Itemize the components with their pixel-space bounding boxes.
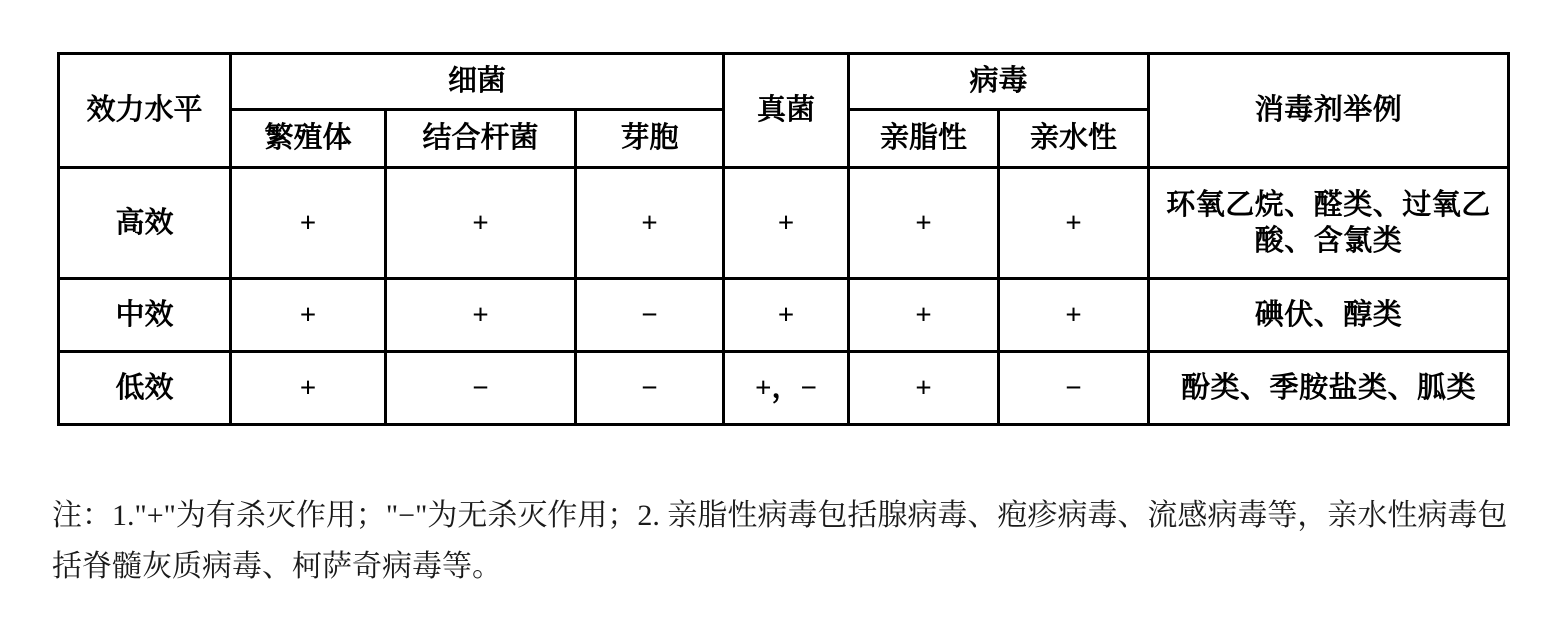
cell-bacteria-mycobacteria: − <box>386 352 576 425</box>
cell-examples: 碘伏、醇类 <box>1149 279 1509 352</box>
cell-virus-lipophilic: + <box>849 279 999 352</box>
cell-fungi: + <box>724 168 849 279</box>
header-virus-hydrophilic: 亲水性 <box>999 110 1149 168</box>
header-efficacy-level: 效力水平 <box>59 54 231 168</box>
header-examples: 消毒剂举例 <box>1149 54 1509 168</box>
cell-level: 高效 <box>59 168 231 279</box>
cell-virus-hydrophilic: − <box>999 352 1149 425</box>
table-row <box>59 168 1509 279</box>
cell-examples: 酚类、季胺盐类、胍类 <box>1149 352 1509 425</box>
cell-bacteria-vegetative: + <box>231 352 386 425</box>
cell-level: 中效 <box>59 279 231 352</box>
cell-bacteria-spores: − <box>576 352 724 425</box>
table-body <box>59 168 1509 425</box>
cell-bacteria-mycobacteria: + <box>386 279 576 352</box>
header-group-fungi: 真菌 <box>724 54 849 168</box>
cell-bacteria-spores: + <box>576 168 724 279</box>
disinfectant-efficacy-table <box>57 52 1510 426</box>
cell-virus-hydrophilic: + <box>999 168 1149 279</box>
cell-virus-lipophilic: + <box>849 168 999 279</box>
cell-bacteria-mycobacteria: + <box>386 168 576 279</box>
header-group-virus: 病毒 <box>849 54 1149 110</box>
cell-fungi: +，− <box>724 352 849 425</box>
efficacy-table-wrapper <box>57 52 1507 426</box>
cell-bacteria-vegetative: + <box>231 168 386 279</box>
header-bacteria-mycobacteria: 结合杆菌 <box>386 110 576 168</box>
cell-level: 低效 <box>59 352 231 425</box>
table-header-row-groups <box>59 54 1509 110</box>
table-row <box>59 279 1509 352</box>
table-header <box>59 54 1509 168</box>
cell-virus-lipophilic: + <box>849 352 999 425</box>
header-bacteria-spores: 芽胞 <box>576 110 724 168</box>
table-footnote: 注：1."+"为有杀灭作用；"−"为无杀灭作用；2. 亲脂性病毒包括腺病毒、疱疹病毒、流感病毒等，亲水性病毒包括脊髓灰质病毒、柯萨奇病毒等。 <box>52 499 1508 583</box>
cell-bacteria-vegetative: + <box>231 279 386 352</box>
header-virus-lipophilic: 亲脂性 <box>849 110 999 168</box>
cell-bacteria-spores: − <box>576 279 724 352</box>
table-row <box>59 352 1509 425</box>
header-group-bacteria: 细菌 <box>231 54 724 110</box>
cell-virus-hydrophilic: + <box>999 279 1149 352</box>
header-bacteria-vegetative: 繁殖体 <box>231 110 386 168</box>
cell-fungi: + <box>724 279 849 352</box>
cell-examples: 环氧乙烷、醛类、过氧乙酸、含氯类 <box>1149 168 1509 279</box>
